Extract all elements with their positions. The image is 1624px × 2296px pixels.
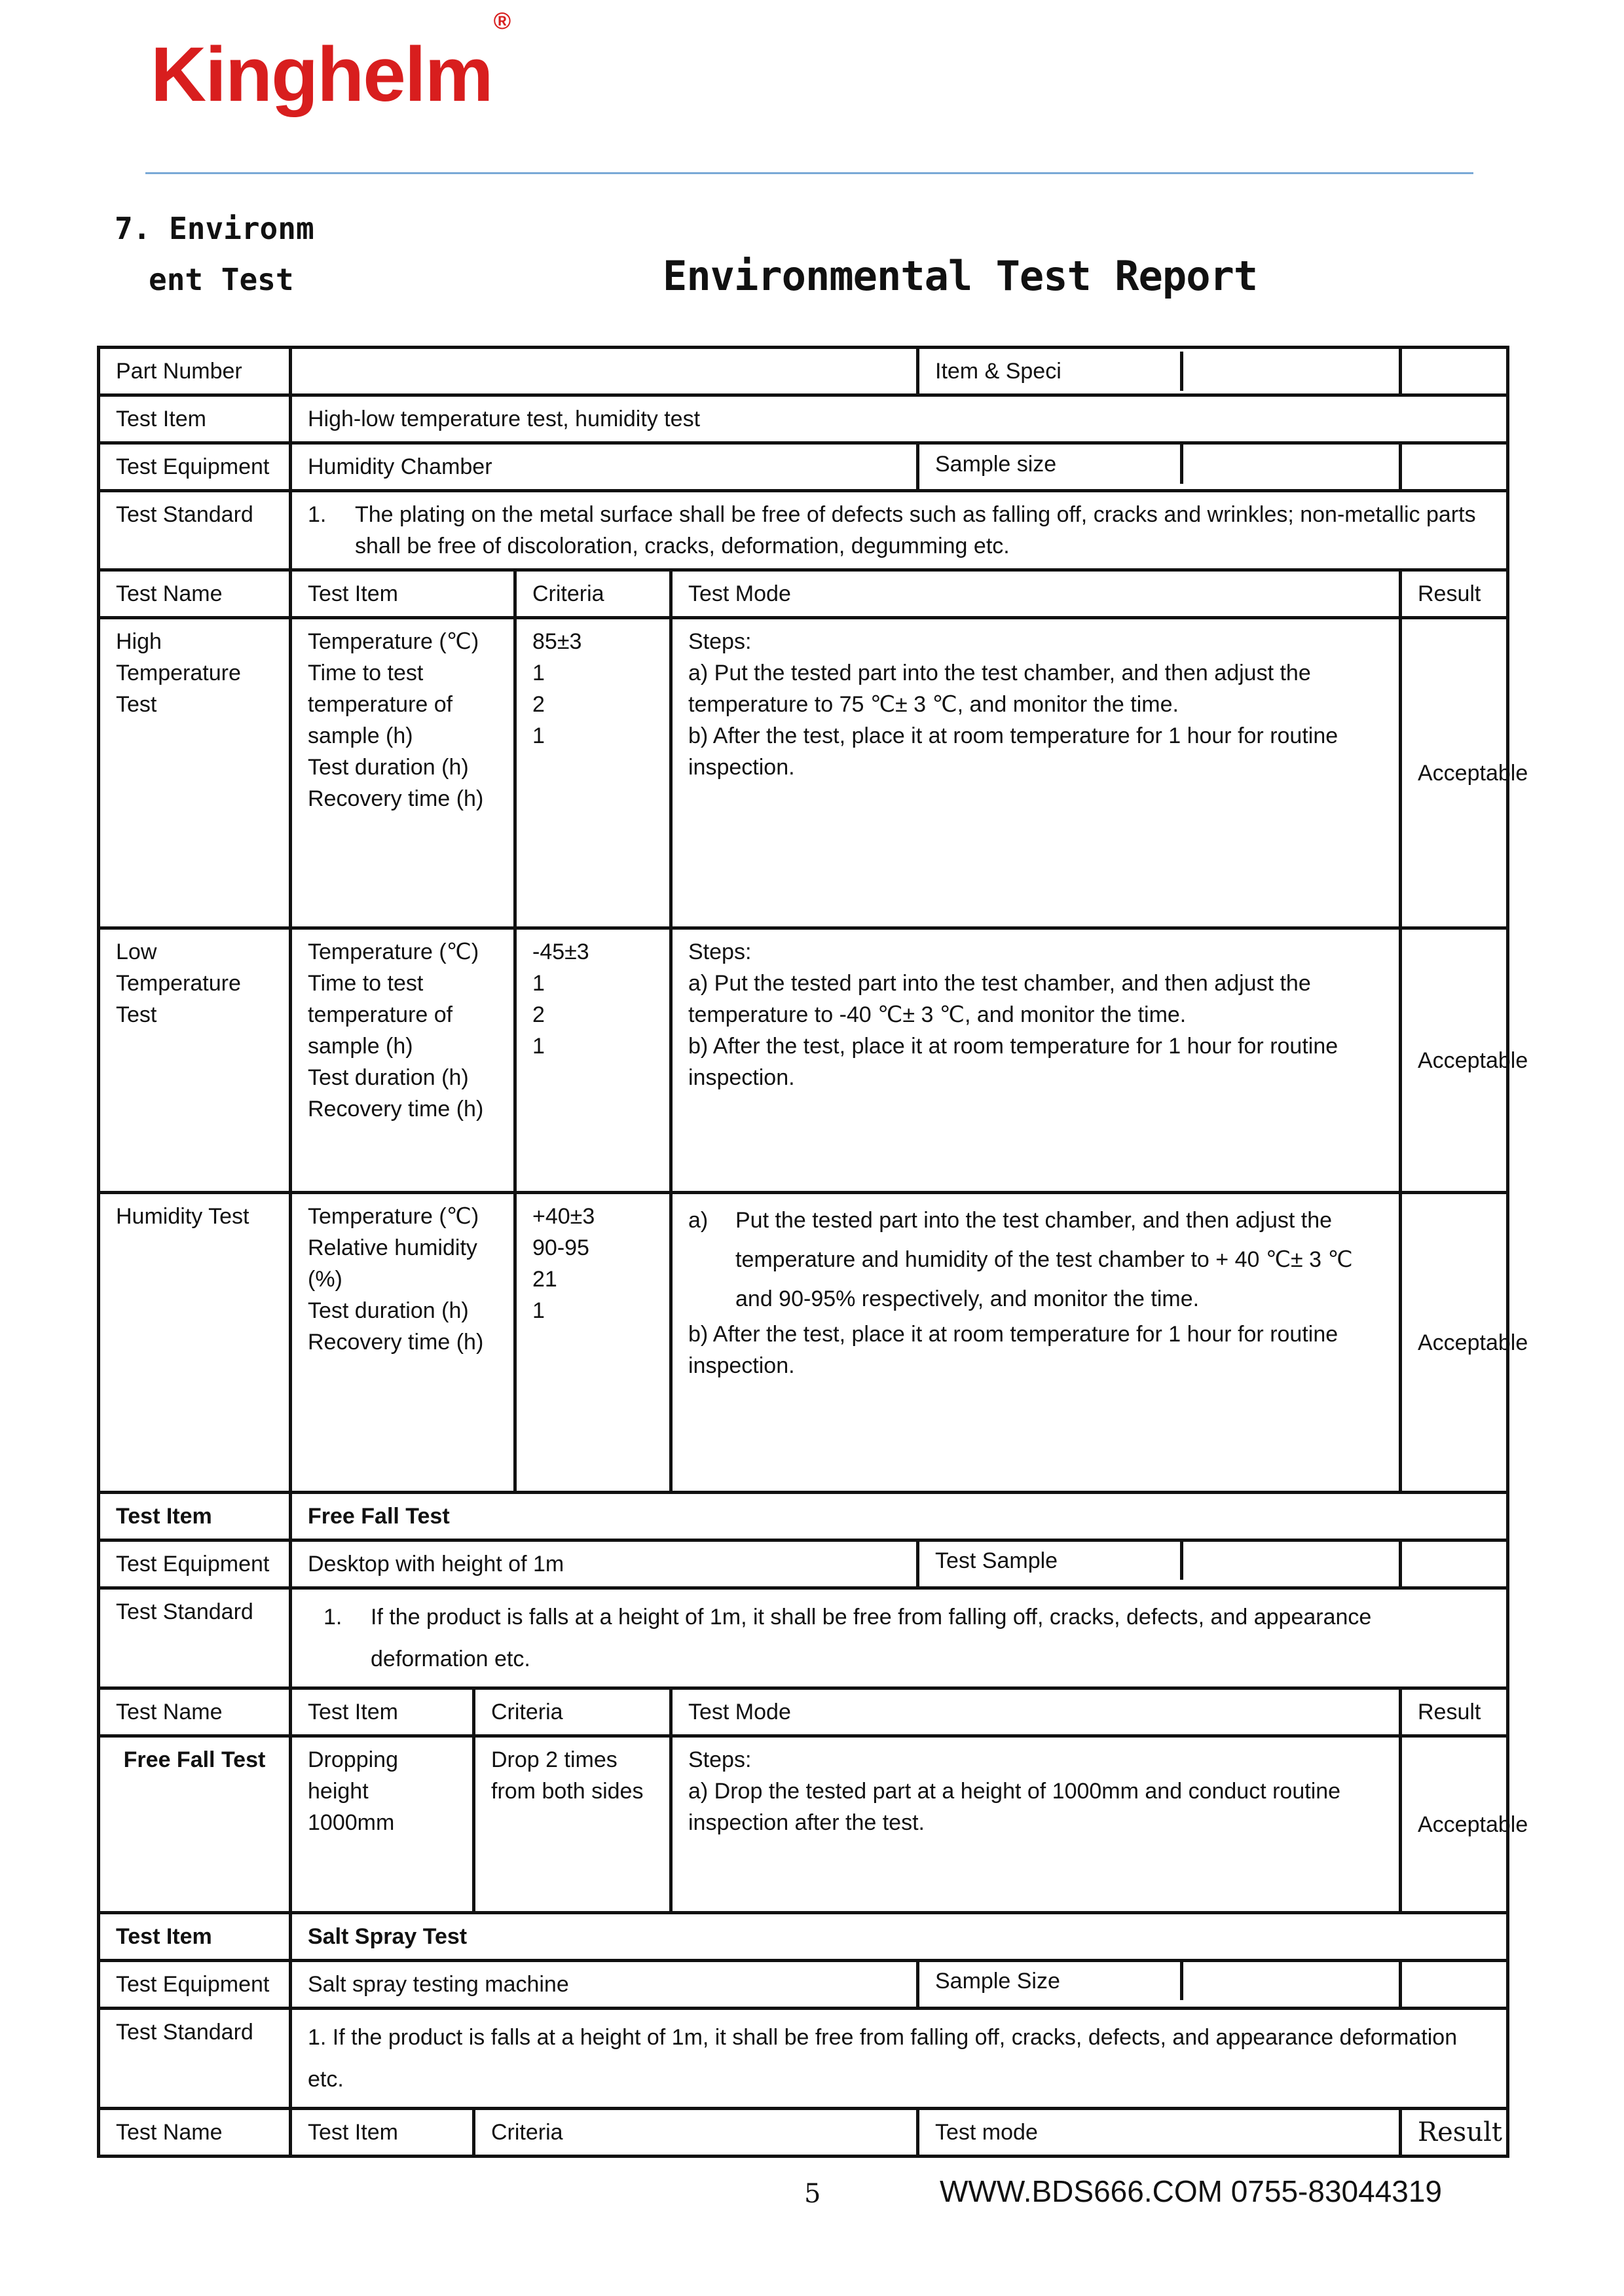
low-temp-mode: Steps: a) Put the tested part into the test chamber, and then adjust the temperature to -40 ℃± 3 ℃, and monitor the time. b) After the test, place it at room temperature for 1 hour for routine inspection.	[671, 928, 1401, 1193]
test-equipment-label-3: Test Equipment	[99, 1961, 291, 2009]
humidity-name: Humidity Test	[99, 1193, 291, 1493]
low-temp-criteria: -45±3 1 2 1	[515, 928, 671, 1193]
free-fall-equipment: Desktop with height of 1m	[291, 1540, 918, 1588]
footer-website-phone: WWW.BDS666.COM 0755-83044319	[940, 2174, 1443, 2208]
part-number-label: Part Number	[99, 348, 291, 395]
table-row	[99, 1961, 1508, 2009]
test-standard-label-2: Test Standard	[99, 1588, 291, 1688]
section-heading-line2: ent Test	[149, 262, 294, 297]
table-row	[99, 1588, 1508, 1688]
test-equipment-label-2: Test Equipment	[99, 1540, 291, 1588]
table-row	[99, 491, 1508, 570]
high-temp-criteria: 85±3 1 2 1	[515, 618, 671, 928]
section-heading-line1: 7. Environm	[115, 211, 314, 246]
report-title: Environmental Test Report	[663, 252, 1258, 300]
free-fall-criteria: Drop 2 times from both sides	[474, 1736, 671, 1913]
item-spec-value	[1401, 348, 1508, 395]
table-row	[99, 1913, 1508, 1961]
table-row	[99, 1493, 1508, 1540]
test-item-label-3: Test Item	[99, 1913, 291, 1961]
test-standard-text: The plating on the metal surface shall be free of defects such as falling off, cracks and wrinkles; non-metallic parts shall be free of discoloration, cracks, deformation, degumming etc.	[355, 502, 1476, 558]
salt-spray-equipment: Salt spray testing machine	[291, 1961, 918, 2009]
item-spec-label: Item & Speci	[919, 352, 1183, 391]
table-row	[99, 348, 1508, 395]
test-equipment-label: Test Equipment	[99, 443, 291, 491]
salt-spray-item: Salt Spray Test	[291, 1913, 1508, 1961]
sample-size-label-2: Sample Size	[919, 1962, 1183, 2000]
test-standard-item-2: 1. If the product is falls at a height of 1m, it shall be free from falling off, cracks, defects, and appearance deformation etc.	[323, 1605, 1372, 1671]
salt-spray-standard: 1. If the product is falls at a height of 1m, it shall be free from falling off, cracks, defects, and appearance deformation etc.	[291, 2009, 1508, 2109]
sample-size-label: Sample size	[919, 445, 1183, 484]
test-sample-label: Test Sample	[919, 1542, 1183, 1580]
test-standard-label: Test Standard	[99, 491, 291, 570]
test-standard-label-3: Test Standard	[99, 2009, 291, 2109]
free-fall-mode: Steps: a) Drop the tested part at a height of 1000mm and conduct routine inspection after the test.	[671, 1736, 1401, 1913]
sample-size-value-2	[1401, 1961, 1508, 2009]
free-fall-test-item: Dropping height 1000mm	[291, 1736, 474, 1913]
test-standard-item: 1. The plating on the metal surface shall be free of defects such as falling off, cracks and wrinkles; non-metallic parts shall be free of discoloration, cracks, deformation, degumming etc.	[308, 499, 1490, 562]
section-heading	[115, 203, 314, 305]
high-temp-items: Temperature (℃) Time to test temperature of sample (h) Test duration (h) Recovery time (h)	[291, 618, 515, 928]
humidity-mode: a) Put the tested part into the test chamber, and then adjust the temperature and humidity of the test chamber to + 40 ℃± 3 ℃ and 90-95% respectively, and monitor the time. b) After the test, place it at room temperature for 1 hour for routine inspection.	[671, 1193, 1401, 1493]
table-row	[99, 618, 1508, 928]
col-test-item: Test Item	[291, 570, 515, 618]
test-item-label-2: Test Item	[99, 1493, 291, 1540]
test-sample-value	[1401, 1540, 1508, 1588]
sample-size-value	[1401, 443, 1508, 491]
table-row	[99, 2009, 1508, 2109]
humidity-result: Acceptable	[1401, 1193, 1508, 1493]
table-header-row: Test Name Test Item Criteria Test Mode Result	[99, 1688, 1508, 1736]
table-row	[99, 928, 1508, 1193]
col-test-name: Test Name	[99, 570, 291, 618]
free-fall-name: Free Fall Test	[99, 1736, 291, 1913]
test-item-label: Test Item	[99, 395, 291, 443]
humidity-items: Temperature (℃) Relative humidity (%) Test duration (h) Recovery time (h)	[291, 1193, 515, 1493]
test-report-table	[97, 346, 1528, 2158]
test-item-value: High-low temperature test, humidity test	[291, 395, 1508, 443]
col-result: Result	[1401, 570, 1508, 618]
part-number-value	[291, 348, 918, 395]
table-row	[99, 1193, 1508, 1493]
page-number: 5	[804, 2179, 821, 2209]
table-row	[99, 1540, 1508, 1588]
high-temp-result: Acceptable	[1401, 618, 1508, 928]
test-equipment-value: Humidity Chamber	[291, 443, 918, 491]
col-criteria: Criteria	[515, 570, 671, 618]
high-temp-name: High Temperature Test	[99, 618, 291, 928]
kinghelm-logo: Kinghelm®	[151, 7, 510, 118]
low-temp-result: Acceptable	[1401, 928, 1508, 1193]
low-temp-name: Low Temperature Test	[99, 928, 291, 1193]
col-test-mode: Test Mode	[671, 570, 1401, 618]
table-header-row	[99, 570, 1508, 618]
table-row	[99, 395, 1508, 443]
table-header-row: Test Name Test Item Criteria Test mode Result	[99, 2109, 1508, 2157]
high-temp-mode: Steps: a) Put the tested part into the test chamber, and then adjust the temperature to 75 ℃± 3 ℃, and monitor the time. b) After the test, place it at room temperature for 1 hour for routine inspection.	[671, 618, 1401, 928]
low-temp-items: Temperature (℃) Time to test temperature of sample (h) Test duration (h) Recovery time (h)	[291, 928, 515, 1193]
humidity-criteria: +40±3 90-95 21 1	[515, 1193, 671, 1493]
table-row	[99, 1736, 1508, 1913]
free-fall-item: Free Fall Test	[291, 1493, 1508, 1540]
header-rule	[145, 172, 1473, 174]
free-fall-result: Acceptable	[1401, 1736, 1508, 1913]
table-row	[99, 443, 1508, 491]
